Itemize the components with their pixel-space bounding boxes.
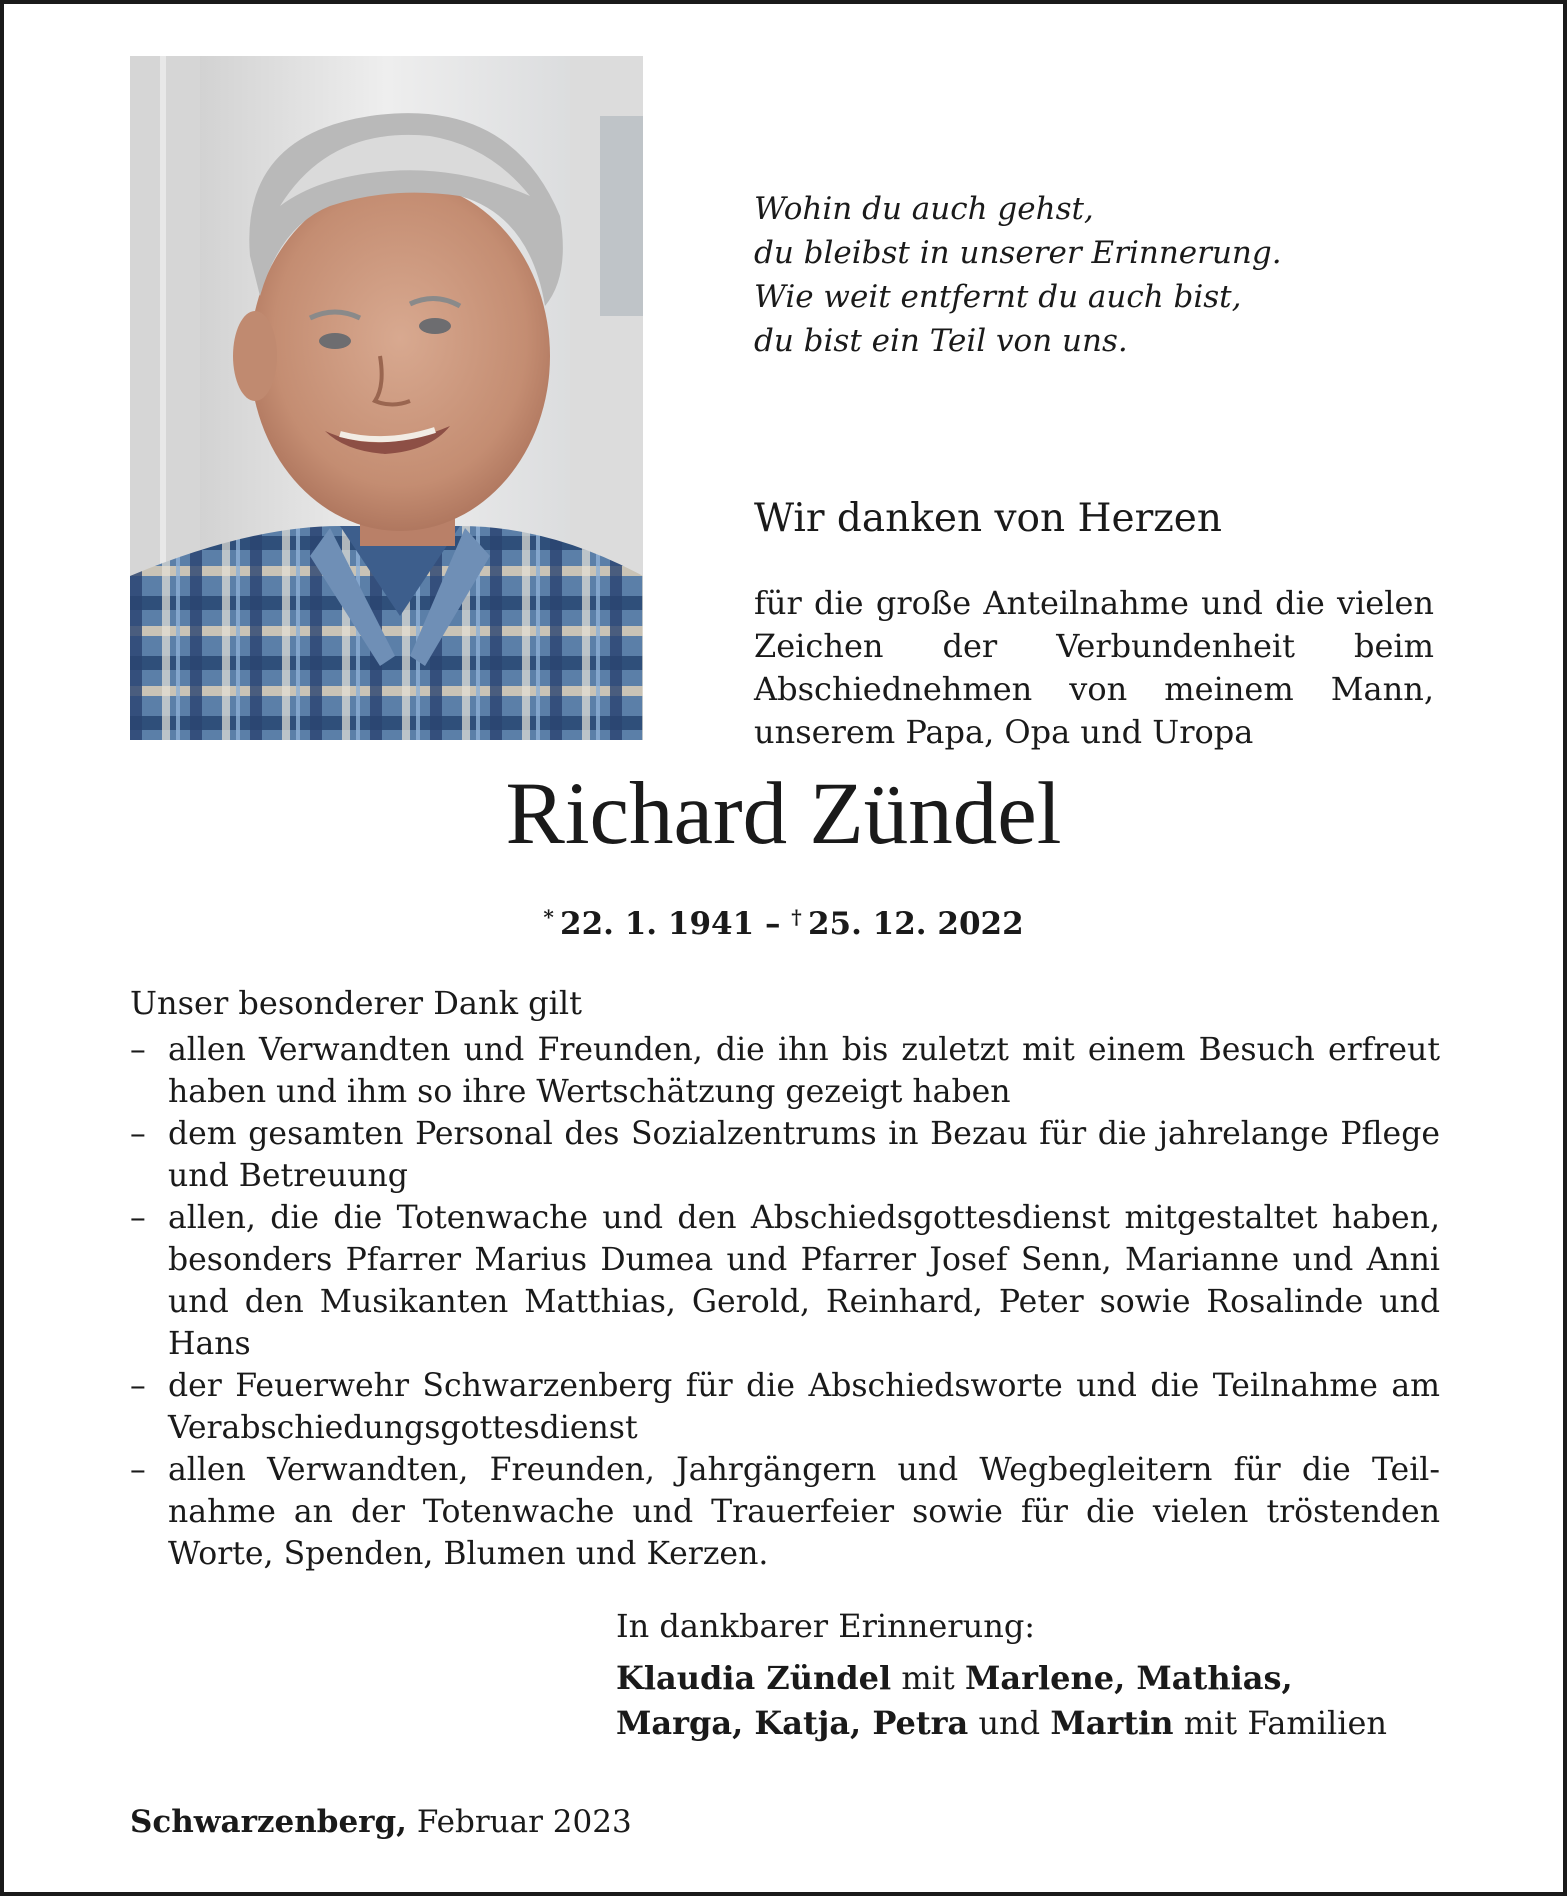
list-item: – der Feuerwehr Schwarzenberg für die Abschiedsworte und die Teilnahme am Verabschiedungsgottesdienst — [130, 1365, 1440, 1449]
signature-names — [616, 1656, 1516, 1746]
poem-line: Wie weit entfernt du auch bist, — [754, 279, 1242, 315]
signer-name: Marga, Katja, Petra — [616, 1704, 969, 1742]
death-symbol: † — [791, 905, 802, 929]
list-item: – allen Verwandten, Freunden, Jahrgängern und Wegbegleitern für die Teilnahme an der Totenwache und Trauerfeier sowie für die vielen tröstenden Worte, Spenden, Blumen und Kerzen. — [130, 1449, 1440, 1575]
list-item: – allen Verwandten und Freunden, die ihn bis zuletzt mit einem Besuch erfreut haben und ihm so ihre Wertschätzung gezeigt haben — [130, 1029, 1440, 1113]
signer-name: Klaudia Zündel — [616, 1659, 892, 1697]
poem-line: Wohin du auch gehst, — [754, 191, 1094, 227]
signer-connector: mit — [891, 1659, 965, 1697]
deceased-name: Richard Zündel — [505, 765, 1062, 863]
obituary-page — [4, 4, 1563, 1892]
place: Schwarzenberg, — [130, 1804, 407, 1840]
date-separator: – — [754, 906, 792, 942]
special-thanks-heading: Unser besonderer Dank gilt — [130, 984, 582, 1022]
death-date: 25. 12. 2022 — [807, 906, 1024, 942]
life-dates — [4, 897, 1563, 944]
list-item: – dem gesamten Personal des Sozialzentrums in Bezau für die jahrelange Pflege und Betreuung — [130, 1113, 1440, 1197]
birth-date: 22. 1. 1941 — [560, 906, 755, 942]
poem-line: du bist ein Teil von uns. — [754, 323, 1128, 359]
signer-name: Marlene, Mathias, — [964, 1659, 1293, 1697]
thanks-heading: Wir danken von Herzen — [754, 496, 1222, 541]
list-item: – allen, die die Totenwache und den Abschiedsgottesdienst mitgestaltet haben, besonders Pfarrer Marius Dumea und Pfarrer Josef Senn, Marianne und Anni und den Musikanten Matthias, Gerold, Reinhard, Peter sowie Rosalinde und Hans — [130, 1197, 1440, 1365]
signer-name: Martin — [1050, 1704, 1174, 1742]
poem-line: du bleibst in unserer Erinnerung. — [754, 235, 1282, 271]
portrait-image — [130, 56, 643, 740]
signature-heading: In dankbarer Erinnerung: — [616, 1607, 1036, 1645]
date: Februar 2023 — [406, 1804, 632, 1840]
thanks-text: für die große Anteilnahme und die vielen Zeichen der Verbundenheit beim Abschiednehmen von meinem Mann, unserem Papa, Opa und Uropa — [754, 584, 1434, 751]
poem — [754, 187, 1514, 363]
place-date — [130, 1800, 632, 1844]
portrait-photo — [130, 56, 643, 740]
signer-suffix: mit Familien — [1173, 1704, 1388, 1742]
birth-symbol: * — [543, 905, 554, 929]
signer-connector: und — [968, 1704, 1051, 1742]
special-thanks-list — [130, 1029, 1440, 1575]
